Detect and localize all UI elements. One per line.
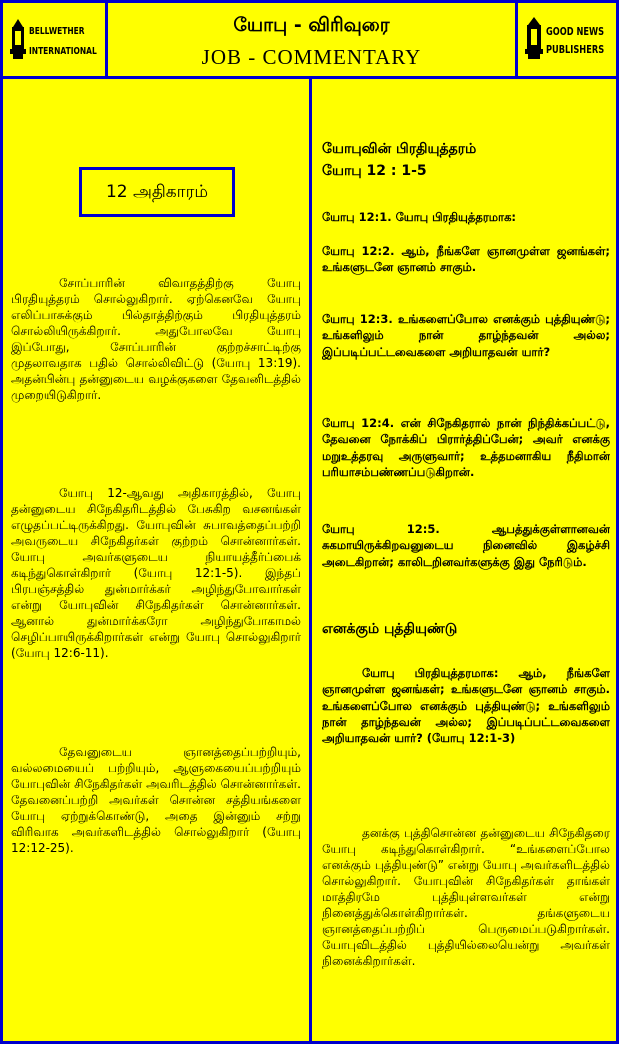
- verse-3: யோபு 12:3. உங்களைப்போல எனக்கும் புத்தியுண்டு; உங்களிலும் நான் தாழ்ந்தவன் அல்ல; இப்படிப்பட்டவைகளை அறியாதவன் யார்?: [322, 312, 610, 359]
- lantern-icon: [9, 17, 27, 61]
- title-english: JOB - COMMENTARY: [201, 45, 422, 69]
- logo-line-2: PUBLISHERS: [546, 43, 605, 56]
- chapter-title: 12 அதிகாரம்: [79, 167, 235, 217]
- section-heading-line-2: யோபு 12 : 1-5: [322, 163, 427, 179]
- bellwether-logo: [3, 3, 108, 76]
- logo-line-2: INTERNATIONAL: [29, 46, 97, 57]
- title-tamil: யோபு - விரிவுரை: [233, 14, 390, 36]
- logo-line-1: BELLWETHER: [29, 26, 85, 37]
- verse-4: யோபு 12:4. என் சிநேகிதரால் நான் நிந்திக்கப்பட்டு, தேவனை நோக்கிப் பிரார்த்திப்பேன்; அவர் எனக்கு மறுஉத்தரவு அருளுவார்; உத்தமனாகிய நீதிமான் பரியாசம்பண்ணப்படுகிறான்.: [322, 416, 610, 479]
- verse-5: யோபு 12:5. ஆபத்துக்குள்ளானவன் சுகமாயிருக்கிறவனுடைய நினைவில் இகழ்ச்சி அடைகிறான்; காலிடறினவர்களுக்கு இது நேரிடும்.: [322, 522, 610, 569]
- good-news-logo: [515, 3, 616, 76]
- left-column: [11, 79, 301, 1039]
- bold-paragraph: யோபு பிரதியுத்தரமாக: ஆம், நீங்களே ஞானமுள்ள ஜனங்கள்; உங்களுடனே ஞானம் சாகும். உங்களைப்போல எனக்கும் புத்தியுண்டு; உங்களிலும் நான் தாழ்ந்தவன் அல்ல; இப்படிப்பட்டவைகளை அறியாதவன் யார்? (யோபு 12:1-3): [322, 666, 610, 746]
- title-block: [108, 3, 515, 76]
- paragraph-2: யோபு 12-ஆவது அதிகாரத்தில், யோபு தன்னுடைய சிநேகிதரிடத்தில் பேசுகிற வசனங்கள் எழுதப்பட்டிருக்கிறது. யோபுவின் சுபாவத்தைப்பற்றி அவருடைய சிநேகிதர்கள் குற்றம் சொன்னார்கள். யோபு அவர்களுடைய நியாயத்தீர்ப்பைக் கடிந்துகொள்கிறார் (யோபு 12:1-5). இந்தப் பிரபஞ்சத்தில் துன்மார்க்கர் அழிந்துபோவார்கள் என்று யோபுவின் சிநேகிதர்கள் சொன்னார்கள். ஆனால் துன்மார்க்கரோ அழிந்துபோகாமல் செழிப்பாயிருக்கிறார்கள் என்று யோபு சொல்லுகிறார் (யோபு 12:6-11).: [11, 486, 301, 660]
- page-header: [3, 3, 616, 79]
- paragraph-3: தேவனுடைய ஞானத்தைப்பற்றியும், வல்லமையைப் பற்றியும், ஆளுகையைப்பற்றியும் யோபுவின் சிநேகிதர்கள் அவரிடத்தில் சொன்னார்கள். தேவனைப்பற்றி அவர்கள் சொன்ன சத்தியங்களை யோபு ஏற்றுக்கொண்டு, அதை இன்னும் சற்று விரிவாக அவர்களிடத்தில் சொல்லுகிறார் (யோபு 12:12-25).: [11, 745, 301, 855]
- right-column: [322, 79, 610, 1039]
- subheading: எனக்கும் புத்தியுண்டு: [322, 621, 458, 637]
- logo-line-1: GOOD NEWS: [546, 25, 605, 38]
- verse-1: யோபு 12:1. யோபு பிரதியுத்தரமாக:: [322, 210, 517, 224]
- verse-2: யோபு 12:2. ஆம், நீங்களே ஞானமுள்ள ஜனங்கள்; உங்களுடனே ஞானம் சாகும்.: [322, 244, 610, 275]
- commentary-paragraph: தனக்கு புத்திசொன்ன தன்னுடைய சிநேகிதரை யோபு கடிந்துகொள்கிறார். “உங்களைப்போல எனக்கும் புத்தியுண்டு” என்று யோபு அவர்களிடத்தில் சொல்லுகிறார். யோபுவின் சிநேகிதர்கள் தாங்கள் மாத்திரமே புத்தியுள்ளவர்கள் என்று நினைத்துக்கொள்கிறார்கள். தங்களுடைய ஞானத்தைப்பற்றிப் பெருமைப்படுகிறார்கள். யோபுவிடத்தில் புத்தியில்லையென்று அவர்கள் நினைக்கிறார்கள்.: [322, 826, 610, 968]
- paragraph-1: சோப்பாரின் விவாதத்திற்கு யோபு பிரதியுத்தரம் சொல்லுகிறார். ஏற்கெனவே யோபு எலிப்பாசுக்கும் பில்தாத்திற்கும் பிரதியுத்தரம் சொல்லியிருக்கிறார். அதுபோலவே யோபு இப்போது, சோப்பாரின் குற்றச்சாட்டிற்கு முதலாவதாக பதில் சொல்லிவிட்டு (யோபு 13:19). அதன்பின்பு தன்னுடைய வழக்குகளை தேவனிடத்தில் முறையிடுகிறார்.: [11, 276, 301, 402]
- column-divider: [309, 76, 312, 1041]
- lantern-icon: [524, 15, 544, 61]
- section-heading-line-1: யோபுவின் பிரதியுத்தரம்: [322, 141, 477, 157]
